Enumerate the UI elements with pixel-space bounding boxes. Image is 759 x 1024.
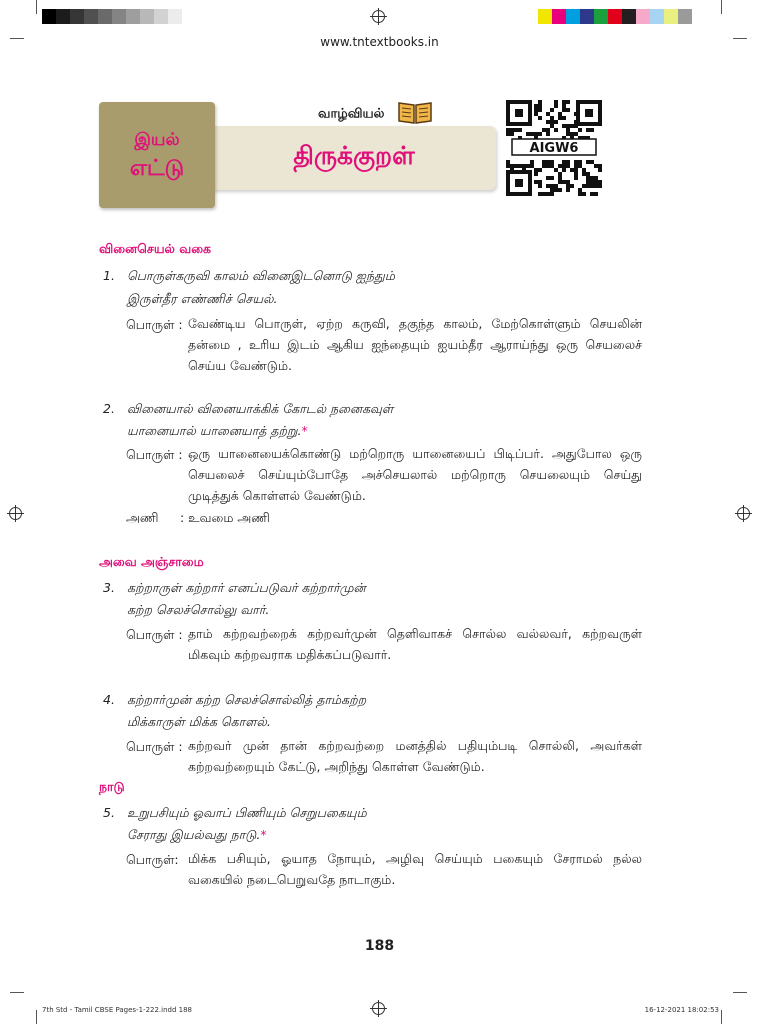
color-swatch [566, 9, 580, 24]
color-swatch [594, 9, 608, 24]
color-swatch [678, 9, 692, 24]
qr-code[interactable] [506, 100, 602, 196]
book-icon [397, 99, 433, 129]
couplet-number: 4. [103, 692, 115, 707]
meaning-label: பொருள்: [126, 852, 179, 867]
genre-heading [318, 99, 433, 129]
crop-mark [10, 992, 24, 993]
color-swatch [70, 9, 84, 24]
color-swatch [126, 9, 140, 24]
section-heading: நாடு [99, 779, 125, 794]
color-swatch-bar [538, 9, 692, 24]
couplet-number: 1. [103, 268, 115, 283]
meaning-label: பொருள் : [126, 447, 183, 462]
crop-mark [36, 0, 37, 14]
color-swatch [664, 9, 678, 24]
registration-mark-bottom [372, 1002, 385, 1015]
couplet-line: வினையால் வினையாக்கிக் கோடல் நனைகவுள் [127, 401, 394, 416]
couplet-number: 3. [103, 580, 115, 595]
color-swatch [154, 9, 168, 24]
meaning-text: ஒரு யானையைக்கொண்டு மற்றொரு யானையைப் பிடிப்பர். அதுபோல ஒரு செயலைச் செய்யும்போதே அச்செயலால் மற்றொரு செயலையும் செய்து முடித்துக் கொள்ளல் வேண்டும். [188, 446, 642, 503]
star-marker: * [260, 827, 267, 842]
couplet-line: மிக்காருள் மிக்க கொளல். [127, 714, 271, 729]
meaning-label: பொருள் : [126, 627, 183, 642]
couplet-line: கற்றாருள் கற்றார் எனப்படுவர் கற்றார்முன் [127, 580, 366, 595]
section-heading: அவை அஞ்சாமை [99, 554, 204, 569]
section-heading: வினைசெயல் வகை [99, 241, 212, 256]
footer-file-info: 7th Std - Tamil CBSE Pages-1-222.indd 188 [42, 1006, 193, 1014]
meaning-text: தாம் கற்றவற்றைக் கற்றவர்முன் தெளிவாகச் சொல்ல வல்லவர், கற்றவருள் மிகவும் கற்றவராக மதிக்கப்படுவார். [188, 626, 642, 662]
couplet-number: 5. [103, 805, 115, 820]
couplet-line: இருள்தீர எண்ணிச் செயல். [127, 291, 278, 306]
registration-mark-top [372, 10, 385, 23]
color-swatch [636, 9, 650, 24]
meaning-text: மிக்க பசியும், ஓயாத நோயும், அழிவு செய்யும் பகையும் சேராமல் நல்ல வகையில் நடைபெறுவதே நாடாகும். [188, 851, 642, 887]
chapter-number: எட்டு [129, 156, 185, 181]
color-swatch [622, 9, 636, 24]
couplet-line: பொருள்கருவி காலம் வினைஇடனொடு ஐந்தும் [127, 268, 395, 283]
color-swatch [650, 9, 664, 24]
meaning-label: பொருள் : [126, 739, 183, 754]
color-swatch [538, 9, 552, 24]
page-title: திருக்குறள் [293, 141, 415, 170]
color-swatch [98, 9, 112, 24]
couplet-line: கற்ற செலச்சொல்லு வார். [127, 602, 270, 617]
title-banner [212, 126, 496, 190]
color-swatch [580, 9, 594, 24]
chapter-badge [99, 102, 215, 208]
qr-code-label: AIGW6 [529, 141, 579, 156]
genre-label: வாழ்வியல் [318, 106, 385, 122]
couplet-line: யானையால் யானையாத் தற்று.* [127, 423, 308, 438]
color-swatch [112, 9, 126, 24]
chapter-label: இயல் [134, 130, 180, 150]
footer-timestamp: 16-12-2021 18:02:53 [644, 1006, 719, 1014]
couplet-line: சேராது இயல்வது நாடு.* [127, 827, 267, 842]
meaning-text: கற்றவர் முன் தான் கற்றவற்றை மனத்தில் பதியும்படி சொல்லி, அவர்கள் கற்றவற்றையும் கேட்டு, அறிந்து கொள்ள வேண்டும். [188, 738, 642, 774]
registration-mark-right [737, 507, 750, 520]
ani-label: அணி [126, 510, 159, 525]
color-swatch [168, 9, 182, 24]
ani-value: : உவமை அணி [180, 510, 270, 525]
color-swatch [552, 9, 566, 24]
couplet-line: கற்றார்முன் கற்ற செலச்சொல்லித் தாம்கற்ற [127, 692, 367, 707]
gray-swatch-bar [42, 9, 182, 24]
crop-mark [36, 1010, 37, 1024]
couplet-number: 2. [103, 401, 115, 416]
color-swatch [140, 9, 154, 24]
crop-mark [733, 992, 747, 993]
crop-mark [721, 0, 722, 14]
meaning-label: பொருள் : [126, 317, 183, 332]
star-marker: * [301, 423, 308, 438]
color-swatch [84, 9, 98, 24]
color-swatch [608, 9, 622, 24]
color-swatch [56, 9, 70, 24]
color-swatch [42, 9, 56, 24]
crop-mark [721, 1010, 722, 1024]
page-number: 188 [364, 938, 395, 954]
meaning-text: வேண்டிய பொருள், ஏற்ற கருவி, தகுந்த காலம், மேற்கொள்ளும் செயலின் தன்மை , உரிய இடம் ஆகிய ஐந்தையும் ஐயம்தீர ஆராய்ந்து ஒரு செயலைச் செய்ய வேண்டும். [188, 316, 642, 373]
website-url[interactable]: www.tntextbooks.in [320, 35, 439, 49]
couplet-line: உறுபசியும் ஓவாப் பிணியும் செறுபகையும் [127, 805, 367, 820]
registration-mark-left [9, 507, 22, 520]
